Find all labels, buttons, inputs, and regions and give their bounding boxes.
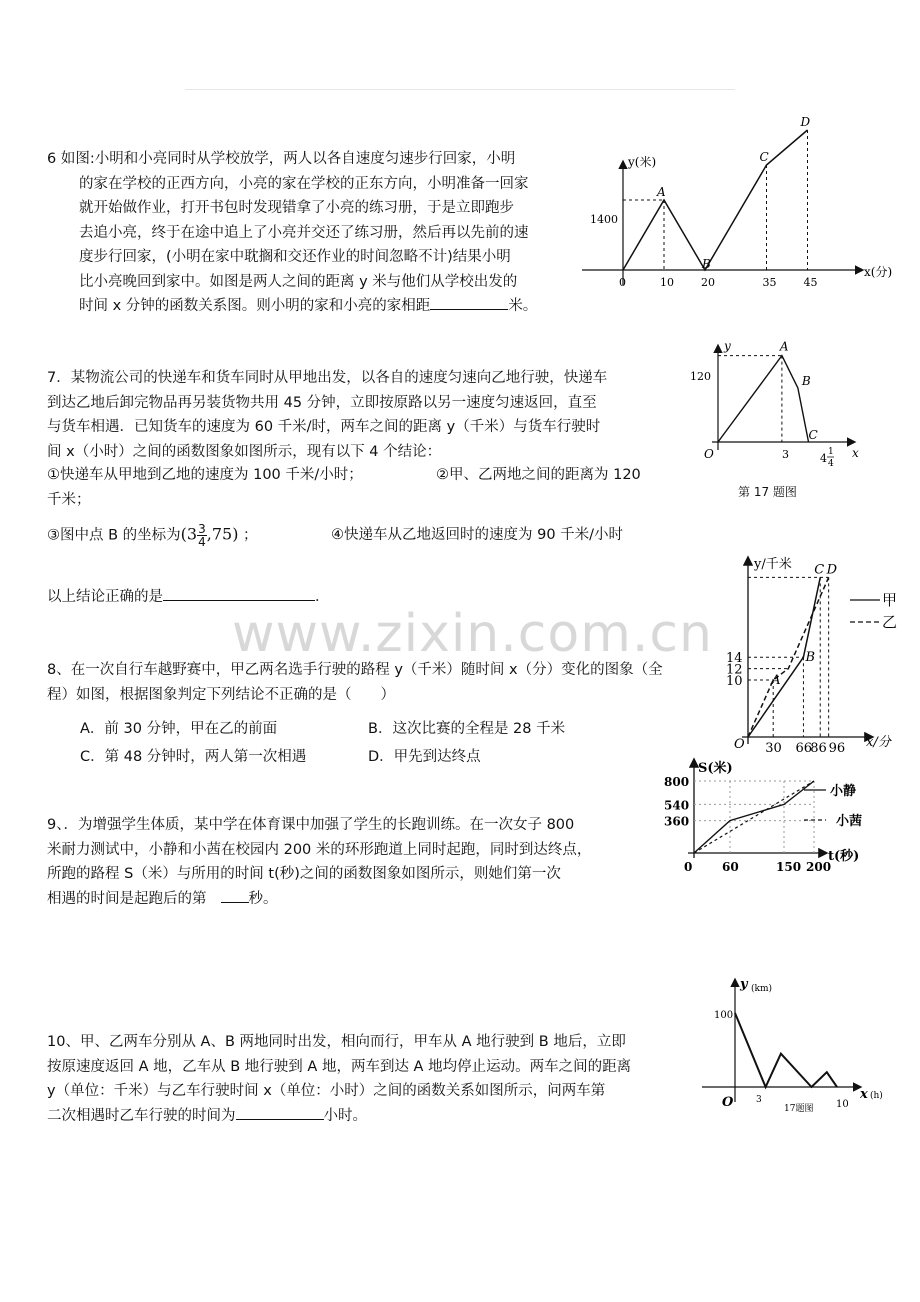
legend-xiaoxi: 小茜 — [836, 814, 863, 829]
origin-label: O — [704, 447, 714, 461]
y-axis-label: y — [740, 977, 748, 992]
q10-graph — [702, 974, 892, 1124]
point-label: B — [805, 650, 816, 666]
legend-jia: 甲 — [882, 591, 898, 609]
x-tick-label: 3 — [756, 1095, 762, 1105]
y-tick-label: 540 — [664, 798, 690, 813]
y-tick-label: 10 — [726, 674, 743, 689]
q8-option-d[interactable]: D．甲先到达终点 — [368, 749, 481, 765]
q10-caption: 17题图 — [784, 1104, 814, 1114]
q9-graph — [664, 756, 898, 876]
point-label: A — [779, 339, 789, 354]
answer-blank[interactable] — [221, 888, 249, 903]
q8-option-a[interactable]: A．前 30 分钟，甲在乙的前面 — [80, 721, 278, 737]
x-tick-label: 96 — [828, 741, 846, 756]
q8-graph — [722, 552, 920, 756]
origin-label: O — [734, 737, 745, 752]
q7-conclusion-1: ①快递车从甲地到乙地的速度为 100 千米/小时； — [47, 467, 363, 483]
origin-label: O — [722, 1095, 734, 1110]
x-tick-label: 30 — [765, 741, 782, 756]
answer-blank[interactable] — [430, 295, 508, 310]
question-8: 8、在一次自行车越野赛中，甲乙两名选手行驶的路程 y（千米）随时间 x（分）变化的图象（全 程）如图，根据图象判定下列结论不正确的是（ ） — [47, 662, 663, 703]
x-tick-label: 200 — [806, 860, 832, 874]
point-label: B — [702, 257, 711, 271]
x-tick-den: 4 — [828, 459, 834, 469]
q7-conclusion-2: ②甲、乙两地之间的距离为 120 — [436, 467, 641, 483]
point-label: C — [808, 428, 818, 442]
q7-conclusion-3: ③图中点 B 的坐标为(3 $\frac{3}{4}$ ,75) ； — [47, 522, 258, 549]
point-label: C — [814, 562, 825, 578]
point-label: A — [657, 185, 666, 199]
question-10: 10、甲、乙两车分别从 A、B 两地同时出发，相向而行，甲车从 A 地行驶到 B 地后，立即 按原速度返回 A 地，乙车从 B 地行驶到 A 地，两车到达 A 地均停止运动。两车之间的距离 y（单位：千米）与乙车行驶时间 x（单位：小时）之间的函数关系如图所示，问两车第 二次相遇时乙车行驶的时间为 小时。 — [47, 1034, 632, 1124]
q7-caption: 第 17 题图 — [738, 485, 797, 499]
watermark: www.zixin.com.cn — [232, 604, 713, 664]
q7-answer-line: 以上结论正确的是 ． — [47, 585, 330, 606]
x-axis-unit: (h) — [870, 1091, 883, 1101]
question-7: 7．某物流公司的快递车和货车同时从甲地出发，以各自的速度匀速向乙地行驶，快递车 到达乙地后卸完物品再另装货物共用 45 分钟，立即按原路以另一速度匀速返回，直至 与货车相遇．已知货车的速度为 60 千米/时，两车之间的距离 y（千米）与货车行驶时 间 x（小时）之间的函数图象如图所示，现有以下 4 个结论： — [47, 370, 608, 460]
point-label: D — [800, 115, 811, 129]
y-axis-label: y(米) — [628, 155, 657, 169]
y-tick-label: 12 — [726, 662, 743, 678]
q7-graph — [690, 339, 874, 470]
x-tick-label: 3 — [782, 448, 789, 461]
y-axis-label: y — [724, 339, 731, 353]
x-tick-whole: 4 — [820, 452, 827, 465]
y-tick-label: 14 — [726, 651, 743, 667]
x-tick-label: 10 — [660, 276, 674, 289]
y-tick-label: 100 — [714, 1010, 734, 1021]
x-tick-label: 10 — [836, 1099, 849, 1110]
legend-yi: 乙 — [882, 613, 898, 631]
x-tick-label: 0 — [619, 276, 626, 289]
x-axis-label: x/分 — [866, 735, 891, 750]
x-axis-label: x — [860, 1087, 868, 1102]
y-axis-unit: (km) — [751, 984, 773, 994]
fraction: $\frac{3}{4}$ — [198, 522, 206, 549]
point-label: B — [801, 374, 811, 388]
origin-label: 0 — [684, 860, 693, 874]
y-axis-label: y/千米 — [754, 557, 792, 572]
question-6: 6 如图:小明和小亮同时从学校放学，两人以各自速度匀速步行回家，小明 的家在学校的正西方向，小亮的家在学校的正东方向，小明准备一回家 就开始做作业，打开书包时发现错拿了小亮的练习册，于是立即跑步 去追小亮，终于在途中追上了小亮并交还了练习册，然后再以先前的速 度步行回家，(小明在家中耽搁和交还作业的时间忽略不计)结果小明 比小亮晚回到家中。如图是两人之间的距离 y 米与他们从学校出发的 时间 x 分钟的函数关系图。则小明的家和小亮的家相距 米。 — [47, 151, 538, 314]
q7-conclusion-2-cont: 千米； — [47, 492, 91, 508]
x-tick-label: 150 — [776, 860, 802, 874]
y-tick-label: 120 — [690, 370, 711, 383]
legend-xiaojing: 小静 — [830, 784, 857, 799]
x-tick-label: 66 — [795, 741, 812, 756]
x-tick-label: 60 — [722, 860, 739, 874]
x-tick-label: 45 — [803, 276, 818, 289]
point-label: D — [826, 562, 838, 578]
q7-conclusion-4: ④快递车从乙地返回时的速度为 90 千米/小时 — [331, 527, 624, 543]
answer-blank[interactable] — [236, 1105, 324, 1120]
y-tick-label: 1400 — [590, 213, 618, 226]
y-axis-label: S(米) — [698, 761, 733, 776]
x-tick-label: 86 — [810, 741, 827, 756]
x-tick-num: 1 — [828, 447, 834, 457]
q6-graph — [582, 115, 893, 300]
x-axis-label: x(分) — [864, 265, 893, 279]
x-axis-label: x — [852, 446, 859, 460]
point-label: C — [759, 150, 769, 164]
y-tick-label: 800 — [664, 775, 690, 789]
question-9: 9、．为增强学生体质，某中学在体育课中加强了学生的长跑训练。在一次女子 800 米耐力测试中，小静和小茜在校园内 200 米的环形跑道上同时起跑，同时到达终点， 所跑的路程 S（米）与所用的时间 t(秒)之间的函数图象如图所示，则她们第一次 相遇的时间是起跑后的第 秒。 — [47, 817, 592, 907]
answer-blank[interactable] — [163, 586, 315, 601]
point-label: A — [771, 673, 781, 688]
y-tick-label: 360 — [664, 814, 690, 829]
x-tick-label: 20 — [701, 276, 715, 289]
q8-option-b[interactable]: B．这次比赛的全程是 28 千米 — [368, 721, 566, 737]
q8-option-c[interactable]: C．第 48 分钟时，两人第一次相遇 — [80, 749, 307, 765]
x-tick-label: 35 — [762, 276, 777, 289]
x-axis-label: t(秒) — [828, 849, 860, 864]
header-rule — [185, 89, 735, 90]
